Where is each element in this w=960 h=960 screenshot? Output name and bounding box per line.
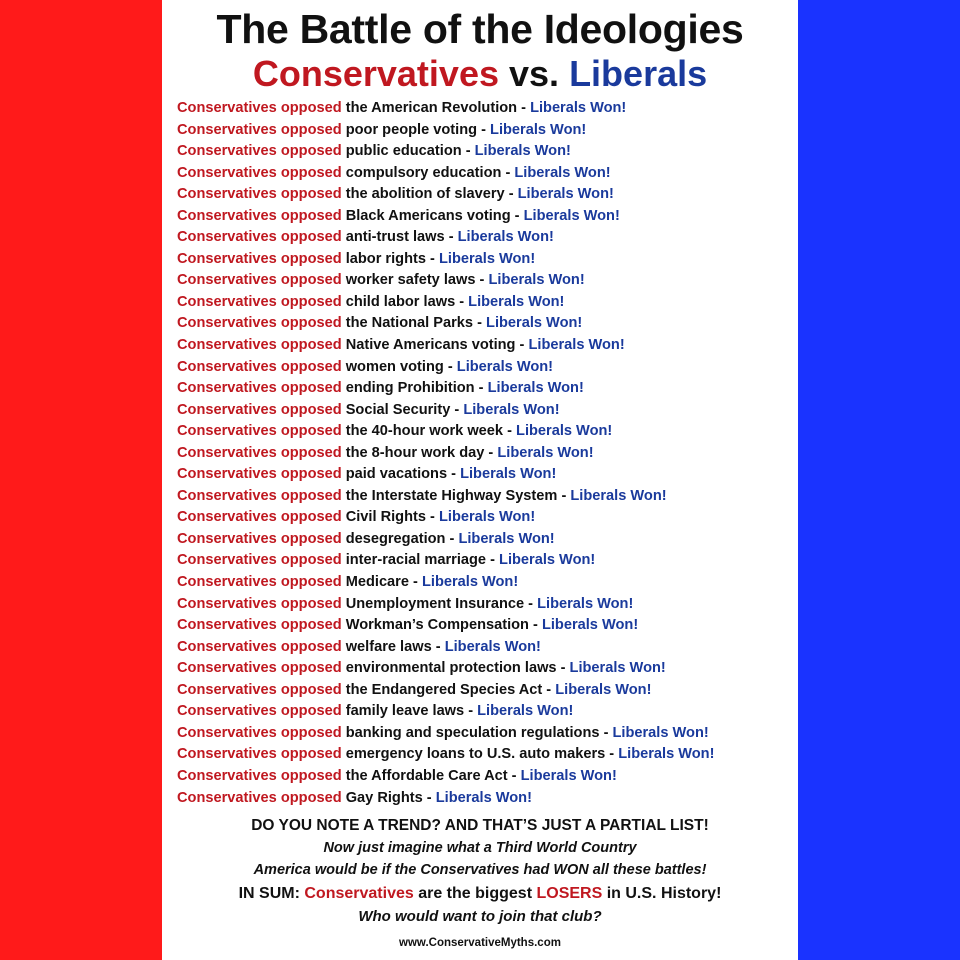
subtitle-conservatives: Conservatives [252,53,499,94]
separator: - [503,423,517,440]
liberals-won-label: Liberals Won! [516,423,613,440]
opposed-label: Conservatives opposed [177,638,346,655]
liberals-won-label: Liberals Won! [514,164,611,181]
opposed-label: Conservatives opposed [177,767,346,784]
liberals-won-label: Liberals Won! [456,358,554,375]
issue-text: Social Security [345,401,451,418]
separator: - [425,250,439,267]
opposed-label: Conservatives opposed [177,552,346,569]
issue-text: Medicare [345,574,409,591]
issue-text: the 40-hour work week [345,423,504,440]
in-sum-end: in U.S. History! [602,885,722,902]
opposition-list [177,98,797,809]
separator: - [425,509,439,526]
opposed-label: Conservatives opposed [177,315,346,332]
opposed-label: Conservatives opposed [177,186,346,203]
separator: - [408,574,422,591]
issue-text: public education [345,143,462,160]
list-item [177,292,797,314]
list-item [177,615,797,637]
list-item [177,723,797,745]
liberals-won-label: Liberals Won! [463,401,560,418]
separator: - [445,530,459,547]
list-item [177,486,797,508]
issue-text: Native Americans voting [345,337,516,354]
list-item [177,335,797,357]
imagine-line-1: Now just imagine what a Third World Country [323,840,637,856]
opposed-label: Conservatives opposed [177,423,346,440]
issue-text: the Affordable Care Act [345,767,508,784]
liberals-won-label: Liberals Won! [570,487,667,504]
issue-text: Unemployment Insurance [345,595,525,612]
liberals-won-label: Liberals Won! [499,552,596,569]
separator: - [461,143,475,160]
list-item [177,658,797,680]
separator: - [515,337,529,354]
issue-text: the Endangered Species Act [345,681,543,698]
liberals-won-label: Liberals Won! [458,530,555,547]
liberals-won-label: Liberals Won! [438,509,536,526]
subtitle-vs: vs. [499,53,570,94]
separator: - [455,293,469,310]
list-item [177,701,797,723]
list-item [177,400,797,422]
opposed-label: Conservatives opposed [177,724,346,741]
issue-text: family leave laws [345,703,465,720]
liberals-won-label: Liberals Won! [569,660,666,677]
issue-text: Black Americans voting [345,207,511,224]
issue-text: the 8-hour work day [345,444,485,461]
separator: - [556,660,570,677]
red-side-band [0,0,162,960]
issue-text: emergency loans to U.S. auto makers [345,746,606,763]
separator: - [507,767,521,784]
issue-text: labor rights [345,250,426,267]
issue-text: worker safety laws [345,272,476,289]
issue-text: ending Prohibition [345,380,475,397]
in-sum-losers: LOSERS [536,885,603,902]
separator: - [524,595,538,612]
opposed-label: Conservatives opposed [177,466,346,483]
separator: - [484,444,498,461]
list-item [177,594,797,616]
issue-text: inter-racial marriage [345,552,487,569]
issue-text: compulsory education [345,164,502,181]
liberals-won-label: Liberals Won! [618,746,715,763]
issue-text: Workman’s Compensation [345,617,529,634]
opposed-label: Conservatives opposed [177,337,346,354]
liberals-won-label: Liberals Won! [460,466,557,483]
separator: - [517,100,531,116]
in-sum-conservatives: Conservatives [304,885,414,902]
issue-text: desegregation [345,530,446,547]
trend-line: DO YOU NOTE A TREND? AND THAT’S JUST A PARTIAL LIST! [251,817,709,834]
list-item [177,270,797,292]
separator: - [464,703,478,720]
issue-text: Gay Rights [345,789,423,806]
list-item [177,141,797,163]
club-question: Who would want to join that club? [358,908,602,925]
liberals-won-label: Liberals Won! [537,595,634,612]
opposed-label: Conservatives opposed [177,100,346,116]
poster-title: The Battle of the Ideologies [216,6,744,52]
liberals-won-label: Liberals Won! [487,380,584,397]
opposed-label: Conservatives opposed [177,358,346,375]
poster-panel [162,0,798,960]
liberals-won-label: Liberals Won! [612,724,709,741]
separator: - [542,681,556,698]
issue-text: the American Revolution [345,100,518,116]
opposed-label: Conservatives opposed [177,444,346,461]
separator: - [431,638,445,655]
subtitle-liberals: Liberals [569,53,708,94]
separator: - [477,121,491,138]
issue-text: the abolition of slavery [345,186,505,203]
issue-text: Civil Rights [345,509,426,526]
liberals-won-label: Liberals Won! [555,681,652,698]
opposed-label: Conservatives opposed [177,595,346,612]
issue-text: banking and speculation regulations [345,724,600,741]
opposed-label: Conservatives opposed [177,746,346,763]
separator: - [447,466,461,483]
list-item [177,98,797,120]
opposed-label: Conservatives opposed [177,487,346,504]
list-item [177,184,797,206]
issue-text: the National Parks [345,315,474,332]
opposed-label: Conservatives opposed [177,509,346,526]
separator: - [475,272,489,289]
liberals-won-label: Liberals Won! [468,293,565,310]
liberals-won-label: Liberals Won! [520,767,617,784]
list-item [177,637,797,659]
liberals-won-label: Liberals Won! [488,272,585,289]
list-item [177,464,797,486]
opposed-label: Conservatives opposed [177,530,346,547]
liberals-won-label: Liberals Won! [497,444,594,461]
liberals-won-label: Liberals Won! [477,703,574,720]
opposed-label: Conservatives opposed [177,681,346,698]
liberals-won-label: Liberals Won! [541,617,639,634]
blue-side-band [798,0,960,960]
list-item [177,443,797,465]
list-item [177,249,797,271]
list-item [177,163,797,185]
separator: - [599,724,613,741]
separator: - [443,358,457,375]
opposed-label: Conservatives opposed [177,143,346,160]
liberals-won-label: Liberals Won! [457,229,554,246]
list-item [177,550,797,572]
issue-text: paid vacations [345,466,448,483]
issue-text: the Interstate Highway System [345,487,558,504]
separator: - [473,315,487,332]
imagine-line-2: America would be if the Conservatives had WON all these battles! [253,862,707,878]
opposed-label: Conservatives opposed [177,401,346,418]
liberals-won-label: Liberals Won! [444,638,541,655]
liberals-won-label: Liberals Won! [421,574,519,591]
list-item [177,421,797,443]
opposed-label: Conservatives opposed [177,164,346,181]
list-item [177,378,797,400]
opposed-label: Conservatives opposed [177,229,346,246]
separator: - [422,789,436,806]
opposed-label: Conservatives opposed [177,121,346,138]
opposed-label: Conservatives opposed [177,272,346,289]
opposed-label: Conservatives opposed [177,617,346,634]
in-sum-line [162,882,798,906]
separator: - [444,229,458,246]
list-item [177,680,797,702]
liberals-won-label: Liberals Won! [517,186,614,203]
in-sum-middle: are the biggest [413,885,537,902]
separator: - [605,746,619,763]
issue-text: child labor laws [345,293,456,310]
opposed-label: Conservatives opposed [177,574,346,591]
liberals-won-label: Liberals Won! [486,315,583,332]
list-item [177,206,797,228]
separator: - [504,186,518,203]
separator: - [501,164,515,181]
opposed-label: Conservatives opposed [177,380,346,397]
liberals-won-label: Liberals Won! [474,143,571,160]
list-item [177,313,797,335]
separator: - [557,487,571,504]
opposed-label: Conservatives opposed [177,250,346,267]
liberals-won-label: Liberals Won! [435,789,532,806]
poster-subtitle [162,52,798,96]
issue-text: environmental protection laws [345,660,557,677]
opposed-label: Conservatives opposed [177,293,346,310]
liberals-won-label: Liberals Won! [490,121,587,138]
list-item [177,120,797,142]
separator: - [510,207,524,224]
list-item [177,572,797,594]
liberals-won-label: Liberals Won! [530,100,627,116]
opposed-label: Conservatives opposed [177,703,346,720]
issue-text: welfare laws [345,638,432,655]
in-sum-label: IN SUM: [238,885,305,902]
separator: - [528,617,542,634]
list-item [177,357,797,379]
list-item [177,529,797,551]
opposed-label: Conservatives opposed [177,789,346,806]
liberals-won-label: Liberals Won! [438,250,536,267]
list-item [177,227,797,249]
separator: - [474,380,488,397]
liberals-won-label: Liberals Won! [523,207,620,224]
issue-text: poor people voting [345,121,478,138]
list-item [177,788,797,810]
list-item [177,744,797,766]
liberals-won-label: Liberals Won! [528,337,625,354]
website-url: www.ConservativeMyths.com [399,937,561,949]
issue-text: women voting [345,358,444,375]
separator: - [450,401,464,418]
opposed-label: Conservatives opposed [177,660,346,677]
list-item [177,507,797,529]
list-item [177,766,797,788]
issue-text: anti-trust laws [345,229,445,246]
opposed-label: Conservatives opposed [177,207,346,224]
separator: - [486,552,500,569]
